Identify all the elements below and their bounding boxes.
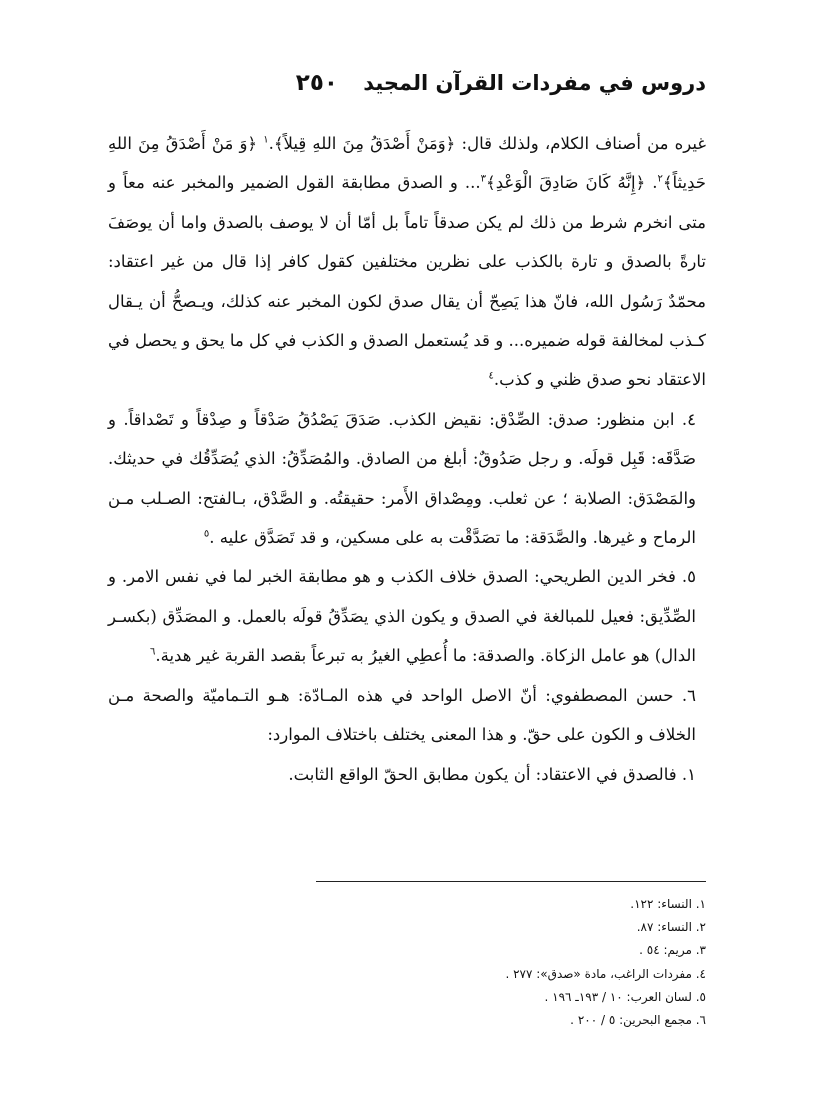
- footnote-ref-5: ٥: [203, 528, 210, 540]
- footnote-5: ٥. لسان العرب: ١٠ / ١٩٣ـ ١٩٦ .: [544, 989, 706, 1004]
- paragraph-mustafawi: ٦. حسن المصطفوي: أنّ الاصل الواحد في هذه المـادّة: هـو التـماميّة والصحة مـن الخلاف و الكون على حقّ. و هذا المعنى يختلف باختلاف الموارد:: [108, 685, 696, 745]
- running-header: [110, 66, 706, 100]
- footnote-ref-3: ٣: [480, 173, 487, 185]
- paragraph-ibn-manzur: ٤. ابن منظور: صدق: الصِّدْق: نقيض الكذب. صَدَقَ يَصْدُقُ صَدْقاً و صِدْقاً و تَصْداقاً. و صَدَّقَه: قَبِل قولَه. و رجل صَدُوقٌ: أبلغ من الصادق. والمُصَدِّقُ: الذي يُصَدِّقُك في حديثك. والمَصْدَق: الصلابة ؛ عن ثعلب. ومِصْداق الأَمر: حقيقتُه. و الصَّدْق، بـالفتح: الصـلب مـن الرماح و غيرها. والصَّدَقة: ما تصَدَّقْت به على مسكين، و قد تَصَدَّق عليه .$^٥$: [108, 409, 696, 548]
- footnote-2: ٢. النساء: ٨٧.: [636, 920, 706, 935]
- footnote-4: ٤. مفردات الراغب، مادة «صدق»: ٢٧٧ .: [505, 966, 706, 981]
- footnote-ref-4: ٤: [488, 370, 494, 382]
- footnote-3: ٣. مريم: ٥٤ .: [639, 943, 706, 958]
- paragraph-raghib-continued: غيره من أصناف الكلام، ولذلك قال: ﴿وَمَنْ أَصْدَقُ مِنَ اللهِ قِيلاً﴾.$^١$ ﴿وَ مَنْ أَصْدَقُ مِنَ اللهِ حَدِيثاً﴾$^٢$. ﴿إِنَّهُ كَانَ صَادِقَ الْوَعْدِ﴾$^٣$... و الصدق مطابقة القول الضمير والمخبر عنه معاً و متى انخرم شرط من ذلك لم يكن صدقاً تاماً بل أمّا أن لا يوصف بالصدق واما أن يوصَفَ تارةً بالصدق و تارة بالكذب على نظرين مختلفين كقول كافر إذا قال من غير اعتقاد: محمّدٌ رَسُول الله، فانّ هذا يَصِحّ أن يقال صدق لكون المخبر عنه كذلك، ويـصحُّ أن يـقال كـذب لمخالفة قوله ضميره... و قد يُستعمل الصدق و الكذب في كل ما يحق و يحصل في الاعتقاد نحو صدق ظني و كذب.$^٤$: [108, 134, 706, 390]
- footnote-ref-6: ٦: [150, 646, 156, 658]
- header-title: دروس في مفردات القرآن المجيد: [363, 71, 706, 95]
- body-text: [108, 124, 706, 794]
- footnote-divider: [316, 881, 706, 882]
- page-number: ٢٥٠: [295, 70, 338, 96]
- paragraph-belief: ١. فالصدق في الاعتقاد: أن يكون مطابق الحقّ الواقع الثابت.: [288, 764, 696, 784]
- footnote-ref-1: ١: [263, 134, 269, 146]
- paragraph-turayhi: ٥. فخر الدين الطريحي: الصدق خلاف الكذب و هو مطابقة الخبر لما في نفس الامر. و الصِّدِّيق: فعيل للمبالغة في الصدق و يكون الذي يصَدِّقُ قولَه بالعمل. و المصَدِّق (بكسـر الدال) هو عامل الزكاة. والصدقة: ما أُعطِي الغيرُ به تبرعاً بقصد القربة غير هدية.$^٦$: [108, 567, 696, 666]
- footnote-6: ٦. مجمع البحرين: ٥ / ٢٠٠ .: [570, 1013, 706, 1028]
- footnotes: [286, 893, 706, 1032]
- footnote-ref-2: ٢: [657, 173, 663, 185]
- footnote-1: ١. النساء: ١٢٢.: [630, 897, 706, 911]
